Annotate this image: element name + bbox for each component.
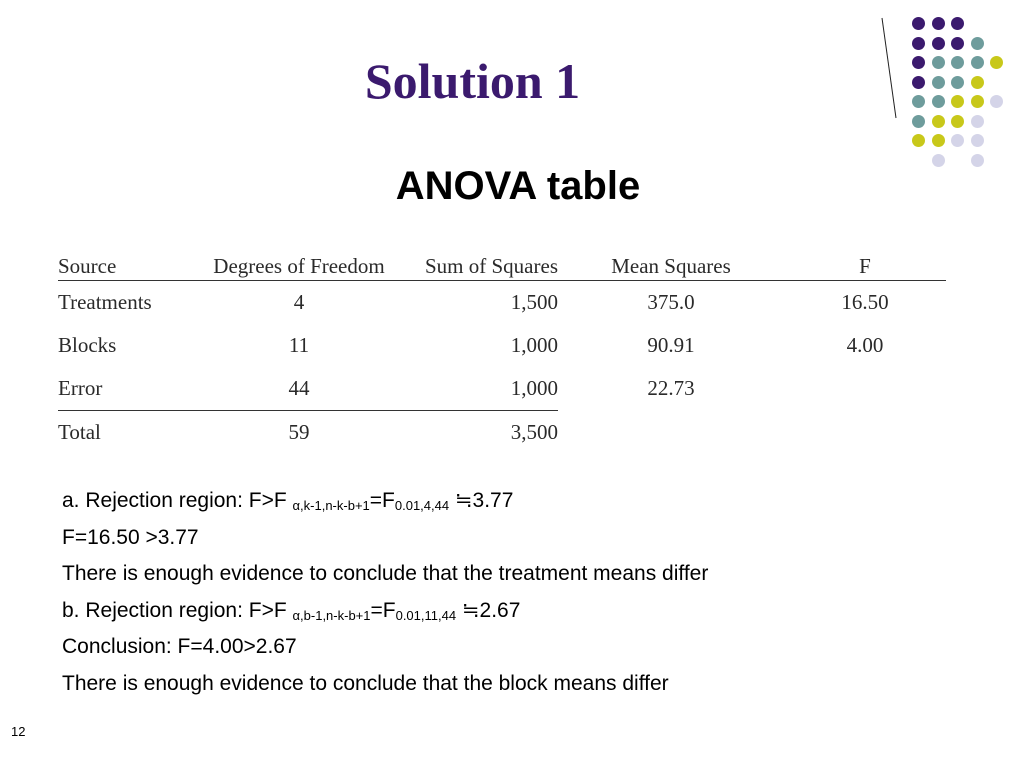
cell-ms: 90.91	[647, 333, 695, 357]
table-row-treatments	[58, 281, 946, 325]
decorative-dot	[951, 134, 964, 147]
header-sum-of-squares: Sum of Squares	[404, 252, 558, 281]
cell-source: Error	[58, 367, 194, 411]
subscript: α,b-1,n-k-b+1	[292, 607, 371, 623]
anova-table	[58, 252, 946, 454]
cell-f	[784, 367, 946, 411]
header-f: F	[784, 252, 946, 281]
decorative-dot	[951, 76, 964, 89]
decorative-dot	[912, 134, 925, 147]
decorative-dot	[971, 76, 984, 89]
decorative-dot	[951, 95, 964, 108]
solution-notes	[62, 483, 708, 703]
note-text: =F	[370, 598, 396, 622]
cell-ms	[558, 411, 784, 455]
subscript: 0.01,4,44	[394, 498, 450, 513]
decorative-dot	[971, 95, 984, 108]
note-text: b. Rejection region: F>F	[62, 598, 293, 622]
cell-ms: 375.0	[647, 290, 695, 314]
cell-ms: 22.73	[647, 376, 695, 401]
decorative-dot	[912, 17, 925, 30]
table-row-total	[58, 411, 946, 455]
note-text: ≒2.67	[456, 598, 521, 622]
table-row-error	[58, 367, 946, 411]
note-conclusion-b: There is enough evidence to conclude that the block means differ	[62, 671, 669, 695]
cell-source: Treatments	[58, 290, 152, 314]
decorative-dot	[971, 56, 984, 69]
decorative-dot	[951, 115, 964, 128]
cell-df: 4	[293, 290, 305, 314]
subscript: α,k-1,n-k-b+1	[292, 498, 370, 513]
note-rejection-region-a	[62, 483, 708, 520]
decorative-dot	[990, 56, 1003, 69]
header-degrees-of-freedom: Degrees of Freedom	[194, 252, 404, 281]
header-source: Source	[58, 252, 194, 281]
subscript: 0.01,11,44	[395, 607, 457, 623]
cell-ss: 1,000	[404, 367, 558, 411]
note-text: ≒3.77	[449, 489, 514, 512]
page-number: 12	[11, 724, 26, 739]
cell-df: 44	[194, 367, 404, 411]
decorative-dot	[971, 37, 984, 50]
cell-ss: 1,500	[510, 290, 558, 314]
table-row-blocks	[58, 324, 946, 367]
note-text: a. Rejection region: F>F	[62, 489, 293, 512]
header-mean-squares: Mean Squares	[558, 252, 784, 281]
cell-df: 59	[288, 420, 310, 444]
note-f-comparison-b: Conclusion: F=4.00>2.67	[62, 635, 297, 659]
decorative-dot	[912, 37, 925, 50]
decorative-dot	[932, 17, 945, 30]
note-rejection-region-b	[62, 593, 708, 630]
decorative-dot	[932, 115, 945, 128]
decorative-dot	[951, 37, 964, 50]
decorative-dot	[951, 17, 964, 30]
note-text: =F	[369, 489, 395, 512]
note-f-comparison-a: F=16.50 >3.77	[62, 525, 199, 549]
cell-f	[784, 411, 946, 455]
note-conclusion-a: There is enough evidence to conclude that the treatment means differ	[62, 562, 709, 586]
decorative-dot	[951, 56, 964, 69]
decorative-dot	[990, 95, 1003, 108]
slide-title: Solution 1	[364, 53, 581, 109]
table-header-row	[58, 252, 946, 281]
decorative-dot	[971, 134, 984, 147]
cell-source: Total	[58, 420, 101, 444]
cell-df: 11	[288, 333, 310, 357]
decorative-dot	[971, 115, 984, 128]
cell-source: Blocks	[58, 333, 117, 357]
decorative-dot	[932, 37, 945, 50]
cell-f: 16.50	[841, 290, 889, 314]
cell-ss: 3,500	[510, 420, 558, 444]
slide-subtitle: ANOVA table	[395, 164, 641, 208]
cell-ss: 1,000	[510, 333, 558, 357]
cell-f: 4.00	[846, 333, 884, 357]
decorative-dot	[932, 134, 945, 147]
decorative-dot	[912, 115, 925, 128]
